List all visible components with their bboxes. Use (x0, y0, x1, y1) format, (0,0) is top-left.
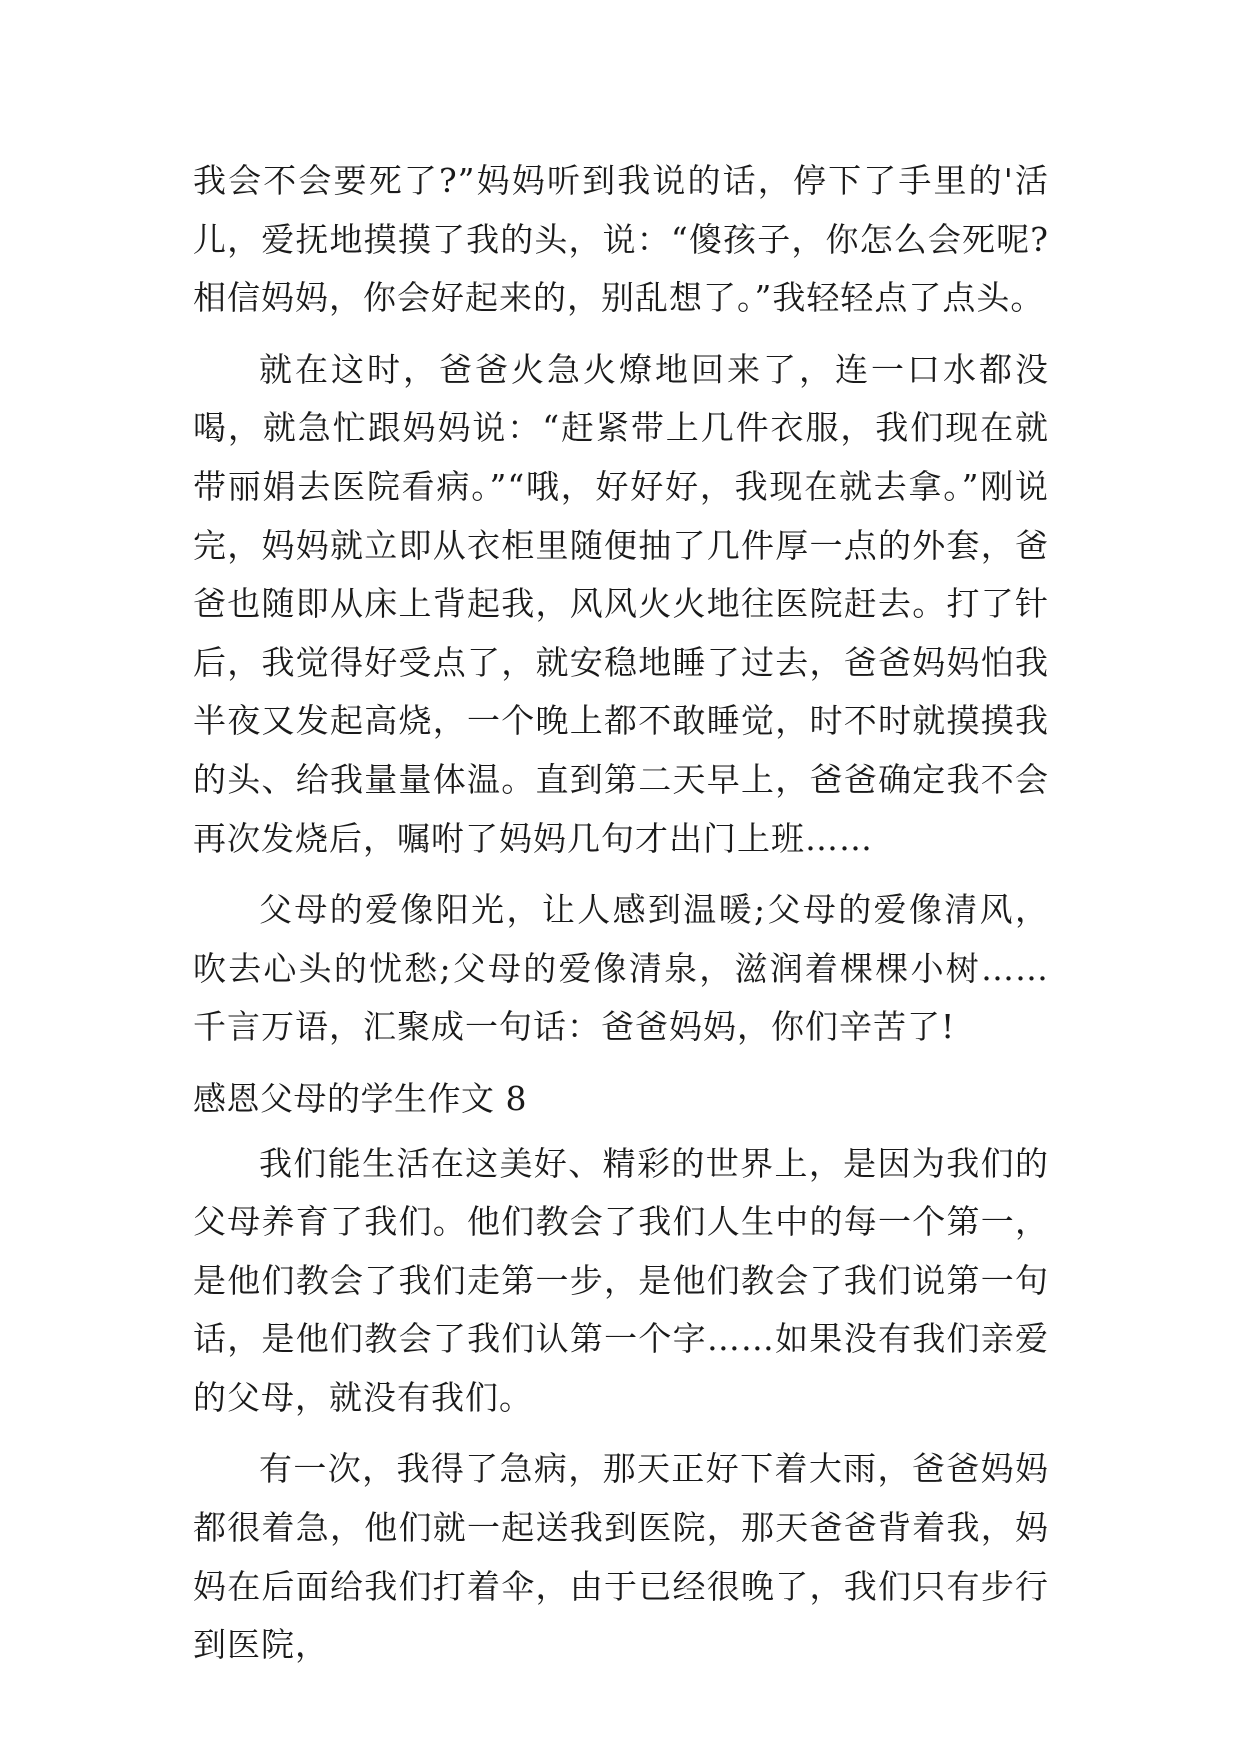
paragraph-sudden-illness: 有一次，我得了急病，那天正好下着大雨，爸爸妈妈都很着急，他们就一起送我到医院，那天爸爸背着我，妈妈在后面给我们打着伞，由于已经很晚了，我们只有步行到医院， (193, 1449, 1049, 1665)
document-body (193, 152, 1049, 1688)
section-heading: 感恩父母的学生作文 8 (193, 1078, 527, 1118)
paragraph-parents-love: 父母的爱像阳光，让人感到温暖;父母的爱像清风，吹去心头的忧愁;父母的爱像清泉，滋润着棵棵小树……千言万语，汇聚成一句话：爸爸妈妈，你们辛苦了! (193, 890, 1049, 1047)
paragraph-parents-raised-us: 我们能生活在这美好、精彩的世界上，是因为我们的父母养育了我们。他们教会了我们人生中的每一个第一，是他们教会了我们走第一步，是他们教会了我们说第一句话，是他们教会了我们认第一个字……如果没有我们亲爱的父母，就没有我们。 (193, 1143, 1049, 1417)
paragraph-continuation: 我会不会要死了?”妈妈听到我说的话，停下了手里的'活儿，爱抚地摸摸了我的头，说：“傻孩子，你怎么会死呢?相信妈妈，你会好起来的，别乱想了。”我轻轻点了点头。 (193, 161, 1049, 318)
paragraph-father-returns: 就在这时，爸爸火急火燎地回来了，连一口水都没喝，就急忙跟妈妈说：“赶紧带上几件衣服，我们现在就带丽娟去医院看病。”“哦，好好好，我现在就去拿。”刚说完，妈妈就立即从衣柜里随便抽了几件厚一点的外套，爸爸也随即从床上背起我，风风火火地往医院赶去。打了针后，我觉得好受点了，就安稳地睡了过去，爸爸妈妈怕我半夜又发起高烧，一个晚上都不敢睡觉，时不时就摸摸我的头、给我量量体温。直到第二天早上，爸爸确定我不会再次发烧后，嘱咐了妈妈几句才出门上班…… (193, 349, 1049, 858)
